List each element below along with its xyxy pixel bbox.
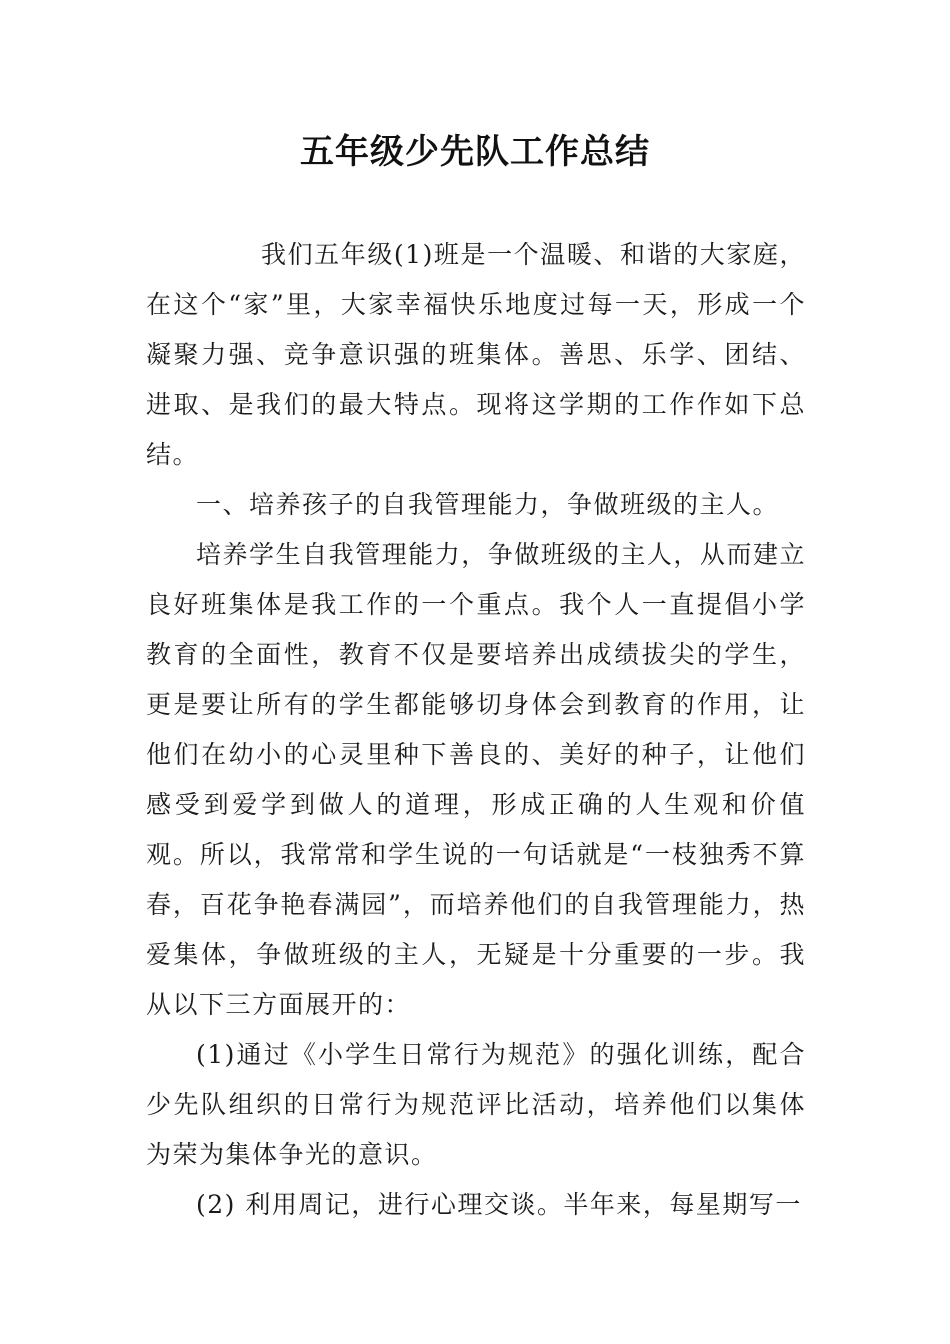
paragraph-item-2: (2) 利用周记，进行心理交谈。半年来，每星期写一 xyxy=(196,1190,802,1219)
paragraph-intro: 我们五年级(1)班是一个温暖、和谐的大家庭，在这个“家”里，大家幸福快乐地度过每一天，形成一个凝聚力强、竞争意识强的班集体。善思、乐学、团结、进取、是我们的最大特点。现将这学期的工作作如下总结。 xyxy=(146,240,806,469)
paragraph-item-1: (1)通过《小学生日常行为规范》的强化训练，配合少先队组织的日常行为规范评比活动，培养他们以集体为荣为集体争光的意识。 xyxy=(146,1040,806,1169)
section-heading-1: 一、培养孩子的自我管理能力，争做班级的主人。 xyxy=(196,490,780,519)
document-title: 五年级少先队工作总结 xyxy=(300,132,650,172)
paragraph-self-management: 培养学生自我管理能力，争做班级的主人，从而建立良好班集体是我工作的一个重点。我个人一直提倡小学教育的全面性，教育不仅是要培养出成绩拔尖的学生，更是要让所有的学生都能够切身体会到教育的作用，让他们在幼小的心灵里种下善良的、美好的种子，让他们感受到爱学到做人的道理，形成正确的人生观和价值观。所以，我常常和学生说的一句话就是“一枝独秀不算春，百花争艳春满园”，而培养他们的自我管理能力，热爱集体，争做班级的主人，无疑是十分重要的一步。我从以下三方面展开的： xyxy=(146,540,806,1019)
document-body xyxy=(146,230,806,1230)
